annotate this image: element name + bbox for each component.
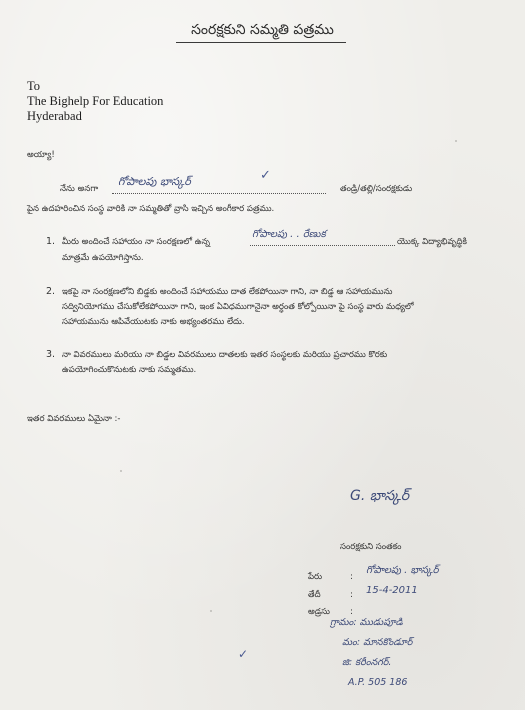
item-1-number: 1. (46, 236, 56, 247)
item-1-text-end: యొక్క విద్యాభివృద్ధికి (397, 237, 467, 247)
form-title: సంరక్షకుని సమ్మతి పత్రము (191, 22, 334, 38)
scan-speck (120, 470, 122, 472)
intro-handwritten-name: గోపాలపు భాస్కర్ (118, 175, 191, 188)
item-2-line2: సద్వినియోగము చేసుకోలేకపోయినా గాని, ఇంక ఏవిధముగానైనా అర్ధంత కోల్పోయినా పై సంస్థ వారు మధ్యలో (62, 302, 414, 312)
intro-prefix: నేను అనగా (60, 184, 99, 194)
item-1-text-start: మీరు అందించే సహాయం నా సంరక్షణలో ఉన్న (62, 237, 210, 247)
address-line-district: జి: కరీంనగర్. (342, 657, 392, 668)
address-colon: : (350, 607, 353, 617)
address-organization: The Bighelp For Education (27, 94, 164, 108)
salutation: అయ్యా! (27, 150, 55, 160)
item-1-line2: మాత్రమే ఉపయోగిస్తాను. (62, 253, 144, 263)
address-line-village: గ్రామం: ముడుపూడి (330, 617, 403, 628)
address-label: అడ్రసు (308, 607, 330, 617)
name-colon: : (350, 572, 353, 582)
item-3-line2: ఉపయోగించుకొనుటకు నాకు సమ్మతము. (62, 365, 197, 375)
date-colon: : (350, 590, 353, 600)
date-handwritten-value: 15-4-2011 (366, 585, 418, 596)
scan-speck (210, 610, 212, 612)
scan-speck (455, 140, 457, 142)
intro-line2: పైన ఉదహరించిన సంస్థ వారికి నా సమ్మతితో వ్రాసి ఇచ్చిన అంగీకార పత్రము. (27, 204, 275, 214)
item-1-handwritten-child-name: గోపాలపు . . రేణుక (252, 229, 326, 240)
address-line-state-pin: A.P. 505 186 (348, 677, 408, 688)
name-label: పేరు (308, 572, 323, 582)
stray-tick-mark: ✓ (238, 647, 249, 661)
signature-label: సంరక్షకుని సంతకం (340, 542, 402, 552)
item-3-line1: నా వివరములు మరియు నా బిడ్డల వివరములు దాతలకు ఇతర సంస్థలకు మరియు ప్రచారము కొరకు (62, 350, 388, 360)
name-handwritten-value: గోపాలపు . భాస్కర్ (366, 565, 439, 576)
item-1-dotted-line (250, 245, 395, 246)
other-details-label: ఇతర వివరములు ఏమైనా :- (27, 414, 121, 424)
tick-mark: ✓ (260, 168, 271, 183)
title-underline (176, 42, 346, 43)
item-2-number: 2. (46, 286, 56, 297)
address-line-mandal: మం: మానకొండూర్ (342, 637, 413, 648)
item-2-line3: సహాయమును ఆపివేయుటకు నాకు అభ్యంతరము లేదు. (62, 317, 245, 327)
address-city: Hyderabad (27, 109, 82, 123)
intro-suffix: తండ్రి/తల్లి/సంరక్షకుడు (340, 184, 413, 194)
item-2-line1: ఇకపై నా సంరక్షణలోని బిడ్డకు అందించే సహాయము దాత లేకపోయినా గాని, నా బిడ్డ ఆ సహాయమును (62, 287, 393, 297)
intro-name-dotted-line (112, 193, 326, 194)
date-label: తేదీ (308, 590, 321, 600)
handwritten-signature: G. భాస్కర్ (350, 488, 410, 504)
address-to: To (27, 79, 41, 93)
item-3-number: 3. (46, 349, 56, 360)
